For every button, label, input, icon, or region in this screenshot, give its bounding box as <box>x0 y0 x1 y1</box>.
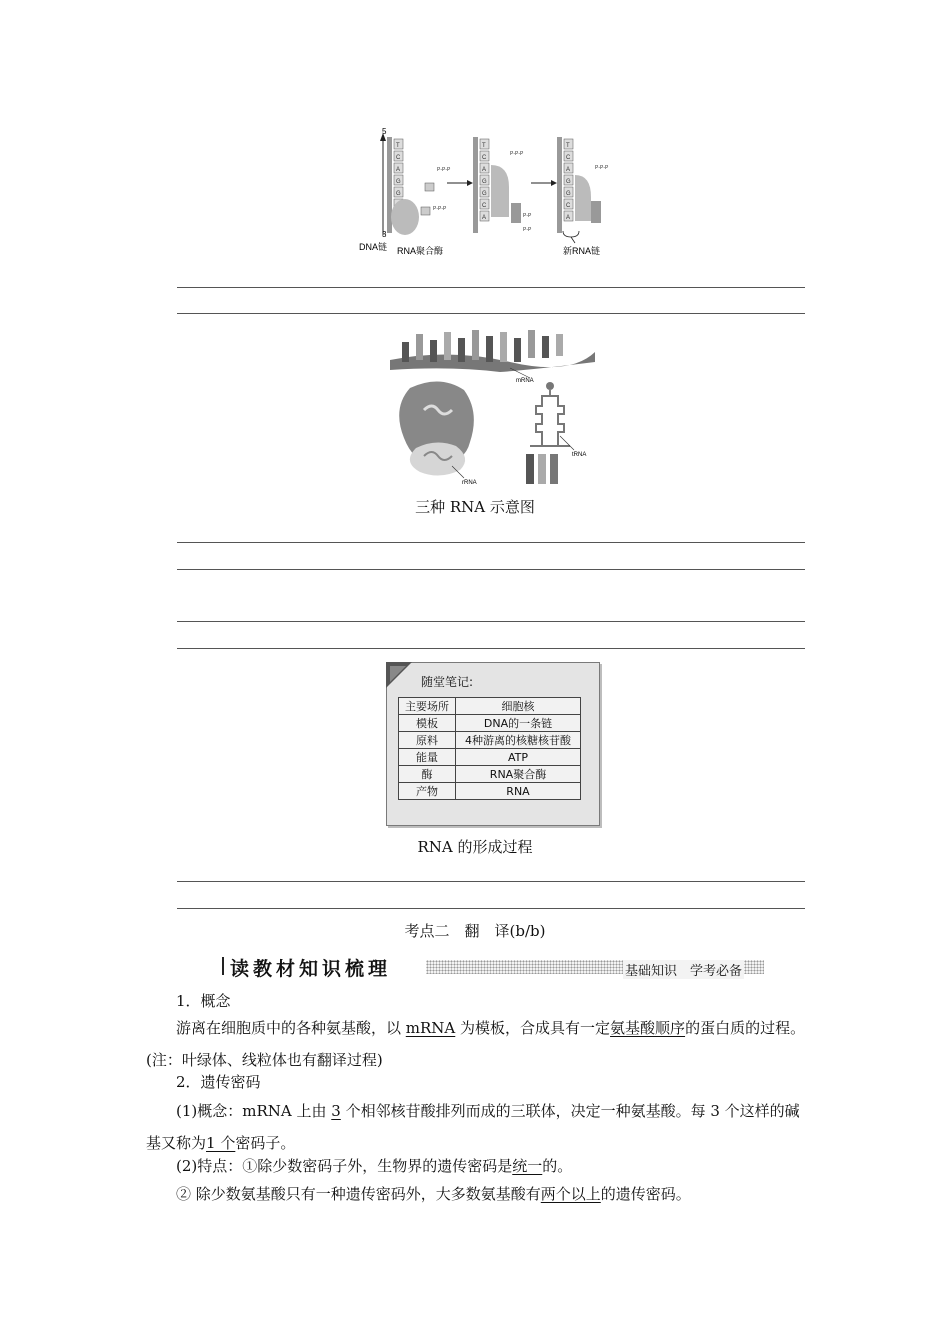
three-rna-figure <box>390 326 595 486</box>
svg-text:G: G <box>396 179 401 185</box>
section-heading: 考点二 翻 译(b/b) <box>404 922 546 940</box>
band-subtitle: 基础知识 学考必备 <box>623 960 744 979</box>
svg-text:P-P: P-P <box>523 227 532 233</box>
svg-text:A: A <box>482 215 487 221</box>
svg-text:C: C <box>566 155 571 161</box>
concept-paragraph: 游离在细胞质中的各种氨基酸，以 mRNA 为模板，合成具有一定氨基酸顺序的蛋白质的过程。(注：叶绿体、线粒体也有翻译过程) <box>146 1019 806 1069</box>
svg-text:C: C <box>482 155 487 161</box>
five-prime-label: 5 <box>382 127 387 136</box>
svg-text:T: T <box>482 143 486 149</box>
svg-text:G: G <box>566 191 571 197</box>
svg-text:A: A <box>396 167 401 173</box>
section-band <box>222 957 764 980</box>
svg-text:C: C <box>482 203 487 209</box>
class-notes-box <box>386 662 600 826</box>
table-row: 酶 RNA聚合酶 <box>399 766 581 783</box>
answer-line <box>177 313 805 314</box>
answer-line <box>177 881 805 882</box>
svg-text:P-P-P: P-P-P <box>433 206 447 212</box>
svg-text:A: A <box>566 215 571 221</box>
answer-line <box>177 908 805 909</box>
table-row: 原料 4种游离的核糖核苷酸 <box>399 732 581 749</box>
svg-text:G: G <box>396 191 401 197</box>
arrow-right-icon <box>551 180 557 186</box>
new-rna-strand-label: 新RNA链 <box>563 246 601 256</box>
svg-text:T: T <box>396 143 400 149</box>
codon-concept-paragraph: (1)概念：mRNA 上由 3 个相邻核苷酸排列而成的三联体，决定一种氨基酸。每 3 个这样的碱基又称为1 个密码子。 <box>146 1102 800 1152</box>
svg-text:A: A <box>482 167 487 173</box>
codon-feature-1: (2)特点：①除少数密码子外，生物界的遗传密码是统一的。 <box>176 1157 573 1175</box>
table-row: 产物 RNA <box>399 783 581 800</box>
p3-title: 2．遗传密码 <box>176 1073 261 1091</box>
svg-text:A: A <box>566 167 571 173</box>
answer-line <box>177 287 805 288</box>
svg-text:C: C <box>396 155 401 161</box>
svg-text:P-P: P-P <box>523 213 532 219</box>
svg-text:T: T <box>566 143 570 149</box>
pencil-corner-icon <box>386 662 414 690</box>
three-prime-label: 3 <box>382 230 387 239</box>
svg-text:C: C <box>566 203 571 209</box>
table-row: 主要场所 细胞核 <box>399 698 581 715</box>
answer-line <box>177 542 805 543</box>
svg-text:P-P-P: P-P-P <box>510 151 524 157</box>
figure2-caption: 三种 RNA 示意图 <box>415 498 535 516</box>
transcription-figure <box>355 125 625 260</box>
table-row: 能量 ATP <box>399 749 581 766</box>
svg-text:G: G <box>482 191 487 197</box>
notes-caption: RNA 的形成过程 <box>417 838 533 856</box>
rrna-label: rRNA <box>462 480 477 486</box>
notes-table <box>398 697 581 800</box>
answer-line <box>177 569 805 570</box>
notes-title: 随堂笔记: <box>421 675 474 689</box>
svg-text:G: G <box>482 179 487 185</box>
svg-text:G: G <box>566 179 571 185</box>
trna-label: tRNA <box>572 452 587 458</box>
p1-title: 1．概念 <box>176 992 231 1010</box>
answer-line <box>177 621 805 622</box>
answer-line <box>177 648 805 649</box>
arrow-right-icon <box>467 180 473 186</box>
table-row: 模板 DNA的一条链 <box>399 715 581 732</box>
rna-polymerase-label: RNA聚合酶 <box>397 246 444 256</box>
rna-polymerase-shape <box>391 199 419 235</box>
mrna-label: mRNA <box>516 378 534 384</box>
trna-shape <box>536 396 564 446</box>
band-title: 读教材知识梳理 <box>230 958 392 980</box>
dna-strand-label: DNA链 <box>359 242 388 252</box>
codon-feature-2: ② 除少数氨基酸只有一种遗传密码外，大多数氨基酸有两个以上的遗传密码。 <box>176 1185 691 1203</box>
svg-text:P-P-P: P-P-P <box>437 167 451 173</box>
svg-text:P-P-P: P-P-P <box>595 165 609 171</box>
